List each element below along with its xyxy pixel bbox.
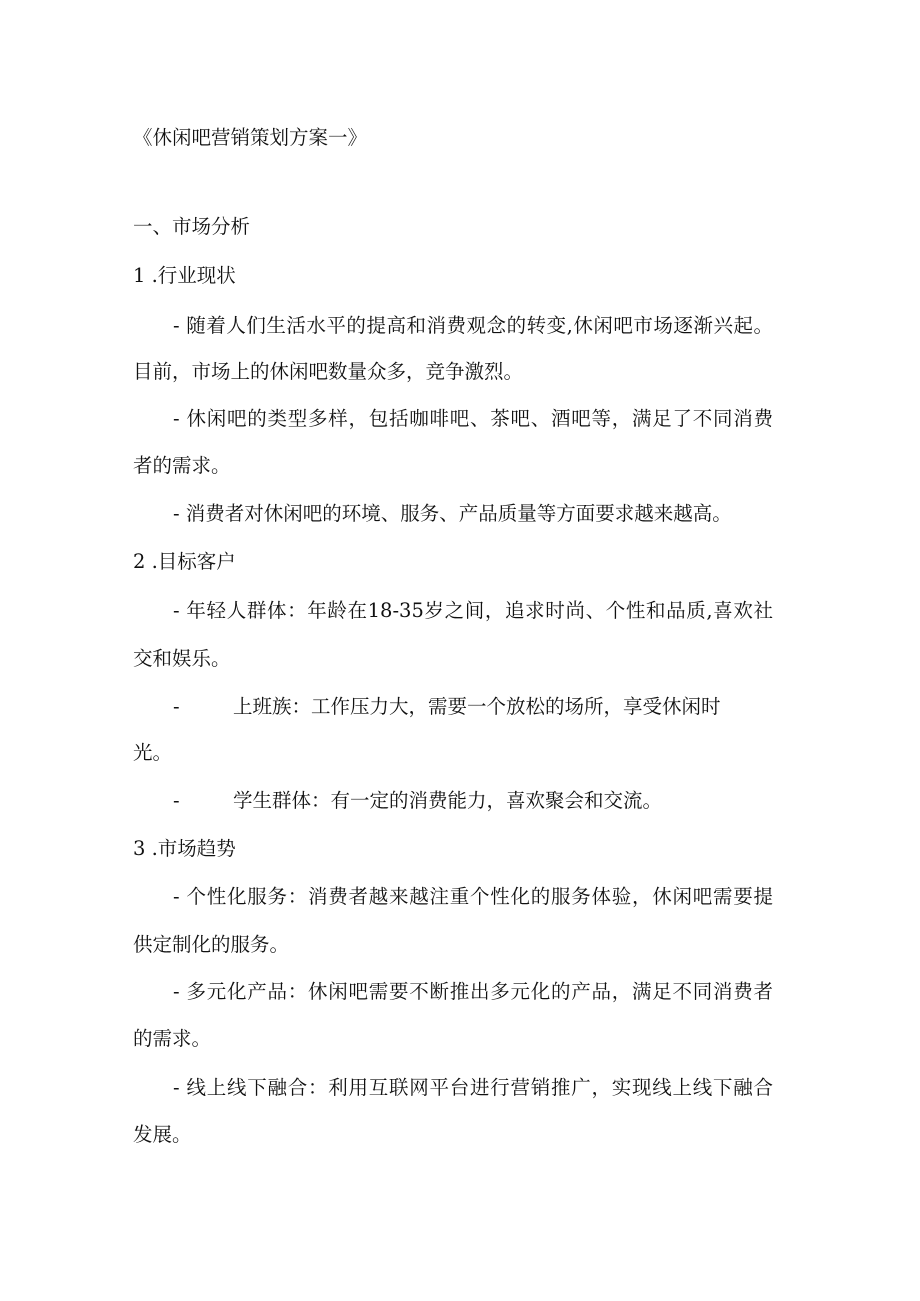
- paragraph-line: - 年轻人群体：年龄在18-35岁之间，追求时尚、个性和品质,喜欢社: [173, 599, 773, 622]
- paragraph-line: - 消费者对休闲吧的环境、服务、产品质量等方面要求越来越高。: [173, 502, 732, 525]
- paragraph-line: 发展。: [133, 1123, 192, 1146]
- paragraph-line: 光。: [133, 741, 173, 764]
- paragraph-line: 的需求。: [133, 1027, 212, 1050]
- paragraph-line: - 休闲吧的类型多样，包括咖啡吧、茶吧、酒吧等，满足了不同消费: [173, 407, 773, 430]
- document-title: 《休闲吧营销策划方案一》: [133, 126, 368, 149]
- paragraph-line: 目前，市场上的休闲吧数量众多，竞争激烈。: [133, 360, 524, 383]
- paragraph-line: 供定制化的服务。: [133, 933, 290, 956]
- subheading-target-customers: 2 .目标客户: [133, 550, 236, 573]
- paragraph-line: - 随着人们生活水平的提高和消费观念的转变,休闲吧市场逐渐兴起。: [173, 314, 773, 337]
- list-dash: -: [173, 789, 180, 812]
- subheading-market-trends: 3 .市场趋势: [133, 837, 236, 860]
- paragraph-line: - 线上线下融合：利用互联网平台进行营销推广，实现线上线下融合: [173, 1076, 773, 1099]
- paragraph-line: - 多元化产品：休闲吧需要不断推出多元化的产品，满足不同消费者: [173, 980, 773, 1003]
- paragraph-line: 学生群体：有一定的消费能力，喜欢聚会和交流。: [233, 789, 663, 812]
- paragraph-line: 者的需求。: [133, 454, 231, 477]
- paragraph-line: 上班族：工作压力大，需要一个放松的场所，享受休闲时: [233, 695, 721, 718]
- paragraph-line: 交和娱乐。: [133, 647, 231, 670]
- subheading-industry-status: 1 .行业现状: [133, 264, 236, 287]
- section-heading-market-analysis: 一、市场分析: [133, 215, 251, 238]
- paragraph-line: - 个性化服务：消费者越来越注重个性化的服务体验，休闲吧需要提: [173, 885, 773, 908]
- list-dash: -: [173, 695, 180, 718]
